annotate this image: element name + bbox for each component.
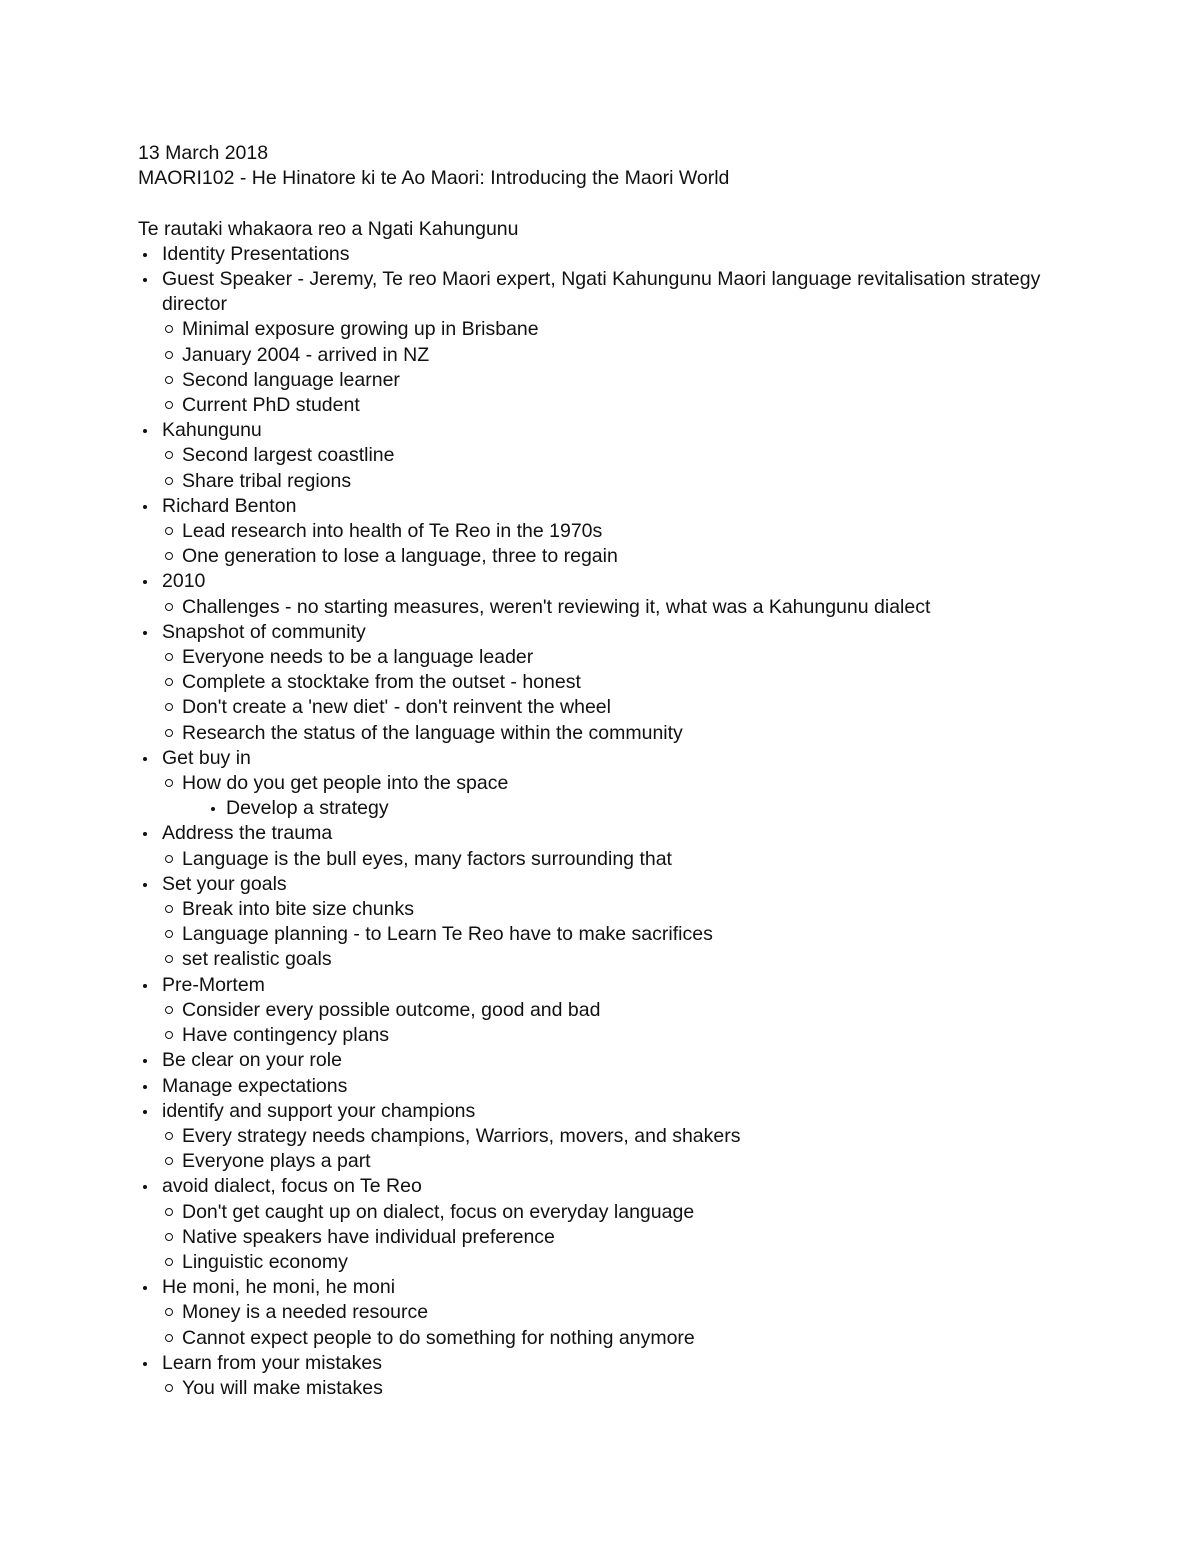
dot-bullet-icon [211, 807, 215, 811]
sub-bullet-item [162, 1250, 1098, 1275]
bullet-text: Everyone needs to be a language leader [182, 646, 534, 669]
sub-bullet-item [162, 771, 1098, 796]
document-page [138, 141, 1098, 1401]
sub-bullet-list [162, 1300, 1098, 1350]
bullet-text: Second language learner [182, 368, 400, 391]
hollow-bullet-icon [165, 1308, 173, 1316]
bullet-text: Language planning - to Learn Te Reo have to make sacrifices [182, 923, 713, 946]
section-title: Te rautaki whakaora reo a Ngati Kahungunu [138, 217, 519, 240]
sub-bullet-item [162, 922, 1098, 947]
bullet-text: Be clear on your role [162, 1049, 342, 1072]
bullet-text: Research the status of the language within the community [182, 721, 683, 744]
bullet-text: Don't get caught up on dialect, focus on everyday language [182, 1200, 695, 1223]
sub-bullet-list [162, 519, 1098, 569]
hollow-bullet-icon [165, 1132, 173, 1140]
hollow-bullet-icon [165, 905, 173, 913]
sub-bullet-item [162, 343, 1098, 368]
bullet-text: Cannot expect people to do something for nothing anymore [182, 1326, 695, 1349]
sub-bullet-item [162, 544, 1098, 569]
hollow-bullet-icon [165, 779, 173, 787]
hollow-bullet-icon [165, 1006, 173, 1014]
bullet-text: Second largest coastline [182, 444, 395, 467]
dot-bullet-icon [143, 832, 147, 836]
sub-bullet-list [162, 443, 1098, 493]
sub-bullet-item [162, 317, 1098, 342]
bullet-text: Complete a stocktake from the outset - honest [182, 671, 581, 694]
dot-bullet-icon [143, 1185, 147, 1189]
bullet-item [138, 620, 1098, 645]
dot-bullet-icon [143, 253, 147, 257]
hollow-bullet-icon [165, 477, 173, 485]
hollow-bullet-icon [165, 552, 173, 560]
bullet-text: Get buy in [162, 746, 251, 769]
sub-bullet-list [162, 998, 1098, 1048]
hollow-bullet-icon [165, 401, 173, 409]
dot-bullet-icon [143, 984, 147, 988]
sub-bullet-item [162, 595, 1098, 620]
sub-bullet-item [162, 1149, 1098, 1174]
hollow-bullet-icon [165, 930, 173, 938]
bullet-item [138, 242, 1098, 267]
bullet-item [138, 821, 1098, 846]
sub-bullet-item [162, 1225, 1098, 1250]
hollow-bullet-icon [165, 678, 173, 686]
sub-bullet-item [162, 998, 1098, 1023]
bullet-text: How do you get people into the space [182, 772, 509, 795]
bullet-text: Lead research into health of Te Reo in the 1970s [182, 520, 603, 543]
dot-bullet-icon [143, 1110, 147, 1114]
sub-bullet-item [162, 1326, 1098, 1351]
bullet-text: 2010 [162, 570, 206, 593]
bullet-text: Every strategy needs champions, Warriors, movers, and shakers [182, 1124, 741, 1147]
bullet-text: Minimal exposure growing up in Brisbane [182, 318, 539, 341]
bullet-item [138, 1074, 1098, 1099]
sub-bullet-item [162, 645, 1098, 670]
bullet-text: Linguistic economy [182, 1250, 348, 1273]
hollow-bullet-icon [165, 855, 173, 863]
dot-bullet-icon [143, 1059, 147, 1063]
hollow-bullet-icon [165, 376, 173, 384]
sub-bullet-item [162, 519, 1098, 544]
bullet-text: Guest Speaker - Jeremy, Te reo Maori expert, Ngati Kahungunu Maori language revitalisation strategy director [162, 268, 1041, 316]
bullet-text: set realistic goals [182, 948, 332, 971]
sub-bullet-item [162, 1300, 1098, 1325]
sub-bullet-list [162, 317, 1098, 418]
sub-bullet-item [162, 1124, 1098, 1149]
bullet-item [138, 1048, 1098, 1073]
bullet-text: Richard Benton [162, 494, 297, 517]
course-title: MAORI102 - He Hinatore ki te Ao Maori: Introducing the Maori World [138, 167, 730, 190]
bullet-item [138, 418, 1098, 443]
bullet-item [138, 973, 1098, 998]
hollow-bullet-icon [165, 451, 173, 459]
dot-bullet-icon [143, 631, 147, 635]
sub-bullet-item [162, 670, 1098, 695]
bullet-text: Have contingency plans [182, 1024, 390, 1047]
bullet-item [138, 1275, 1098, 1300]
hollow-bullet-icon [165, 603, 173, 611]
sub-bullet-item [162, 1023, 1098, 1048]
bullet-item [138, 569, 1098, 594]
sub-bullet-item [162, 1200, 1098, 1225]
sub-bullet-item [162, 897, 1098, 922]
bullet-text: Learn from your mistakes [162, 1351, 382, 1374]
sub-bullet-item [162, 368, 1098, 393]
sub-bullet-list [162, 595, 1098, 620]
dot-bullet-icon [143, 1085, 147, 1089]
bullet-text: Develop a strategy [226, 797, 389, 820]
dot-bullet-icon [143, 505, 147, 509]
sub-bullet-list [162, 897, 1098, 973]
sub-bullet-list [206, 796, 1098, 821]
bullet-text: Everyone plays a part [182, 1150, 371, 1173]
bullet-item [138, 1174, 1098, 1199]
dot-bullet-icon [143, 1286, 147, 1290]
bullet-text: Break into bite size chunks [182, 898, 414, 921]
hollow-bullet-icon [165, 653, 173, 661]
sub-bullet-list [162, 1200, 1098, 1276]
hollow-bullet-icon [165, 1258, 173, 1266]
blank-line [138, 191, 1098, 216]
dot-bullet-icon [143, 278, 147, 282]
bullet-text: Current PhD student [182, 394, 360, 417]
sub-bullet-list [162, 645, 1098, 746]
hollow-bullet-icon [165, 325, 173, 333]
bullet-text: January 2004 - arrived in NZ [182, 343, 430, 366]
bullet-text: avoid dialect, focus on Te Reo [162, 1175, 422, 1198]
sub-bullet-list [162, 847, 1098, 872]
sub-bullet-list [162, 1124, 1098, 1174]
sub-bullet-item [162, 1376, 1098, 1401]
bullet-text: Kahungunu [162, 419, 262, 442]
dot-bullet-icon [143, 429, 147, 433]
hollow-bullet-icon [165, 1384, 173, 1392]
bullet-text: Challenges - no starting measures, weren't reviewing it, what was a Kahungunu dialect [182, 595, 931, 618]
bullet-text: Share tribal regions [182, 469, 352, 492]
sub-bullet-item [162, 393, 1098, 418]
sub-bullet-item [162, 947, 1098, 972]
bullet-text: He moni, he moni, he moni [162, 1276, 396, 1299]
bullet-list [138, 242, 1098, 1401]
sub-bullet-list [162, 771, 1098, 821]
bullet-text: One generation to lose a language, three to regain [182, 545, 618, 568]
hollow-bullet-icon [165, 1031, 173, 1039]
bullet-text: Manage expectations [162, 1074, 348, 1097]
bullet-text: Money is a needed resource [182, 1301, 429, 1324]
bullet-text: Address the trauma [162, 822, 333, 845]
bullet-text: You will make mistakes [182, 1376, 383, 1399]
bullet-item [138, 872, 1098, 897]
bullet-text: Language is the bull eyes, many factors surrounding that [182, 847, 672, 870]
hollow-bullet-icon [165, 1334, 173, 1342]
hollow-bullet-icon [165, 729, 173, 737]
sub-bullet-item [162, 443, 1098, 468]
bullet-item [138, 1099, 1098, 1124]
hollow-bullet-icon [165, 1208, 173, 1216]
sub-bullet-item [162, 469, 1098, 494]
bullet-text: identify and support your champions [162, 1099, 476, 1122]
hollow-bullet-icon [165, 351, 173, 359]
dot-bullet-icon [143, 757, 147, 761]
hollow-bullet-icon [165, 703, 173, 711]
bullet-text: Don't create a 'new diet' - don't reinvent the wheel [182, 696, 611, 719]
hollow-bullet-icon [165, 955, 173, 963]
hollow-bullet-icon [165, 1233, 173, 1241]
dot-bullet-icon [143, 1362, 147, 1366]
bullet-text: Snapshot of community [162, 620, 366, 643]
bullet-item [138, 746, 1098, 771]
hollow-bullet-icon [165, 1157, 173, 1165]
bullet-text: Consider every possible outcome, good and bad [182, 998, 601, 1021]
dot-bullet-icon [143, 580, 147, 584]
sub-bullet-item [162, 721, 1098, 746]
bullet-text: Native speakers have individual preference [182, 1225, 555, 1248]
dot-bullet-icon [143, 883, 147, 887]
bullet-item [138, 494, 1098, 519]
bullet-item [138, 267, 1098, 317]
bullet-text: Pre-Mortem [162, 973, 265, 996]
sub-bullet-item [162, 695, 1098, 720]
bullet-text: Identity Presentations [162, 242, 350, 265]
sub-bullet-list [162, 1376, 1098, 1401]
bullet-item [138, 1351, 1098, 1376]
sub-sub-bullet-item [206, 796, 1098, 821]
hollow-bullet-icon [165, 527, 173, 535]
sub-bullet-item [162, 847, 1098, 872]
bullet-text: Set your goals [162, 872, 287, 895]
note-date: 13 March 2018 [138, 142, 269, 164]
